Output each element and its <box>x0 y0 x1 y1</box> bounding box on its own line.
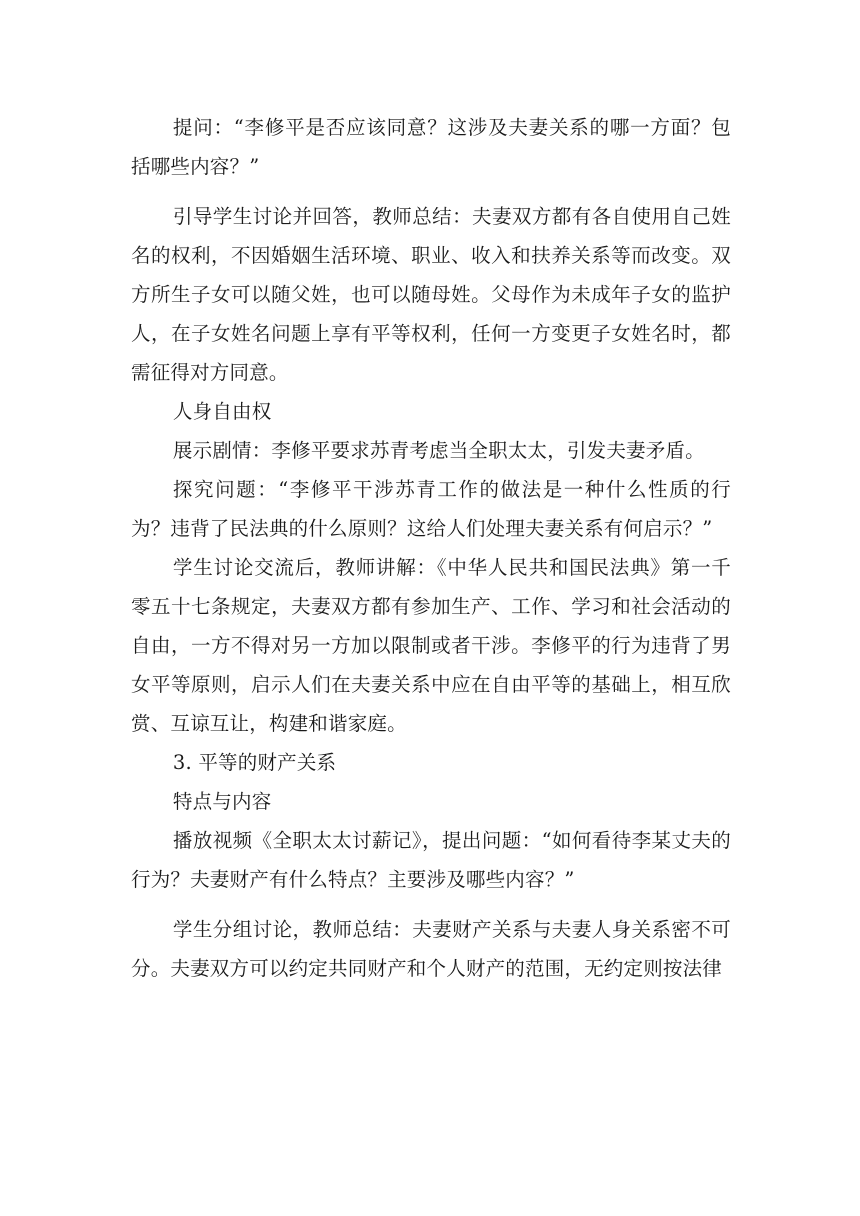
section-heading-personal-freedom: 人身自由权 <box>172 400 272 423</box>
inquiry-question-paragraph: 探究问题：“李修平干涉苏青工作的做法是一种什么性质的行为？违背了民法典的什么原则？这给人们处理夫妻关系有何启示？” <box>131 478 731 540</box>
question-paragraph: 提问：“李修平是否应该同意？这涉及夫妻关系的哪一方面？包括哪些内容？” <box>131 116 731 178</box>
teacher-summary-paragraph: 引导学生讨论并回答，教师总结：夫妻双方都有各自使用自己姓名的权利，不因婚姻生活环境、职业、收入和扶养关系等而改变。双方所生子女可以随父姓，也可以随母姓。父母作为未成年子女的监护人，在子女姓名问题上享有平等权利，任何一方变更子女姓名时，都需征得对方同意。 <box>131 205 731 384</box>
document-body <box>131 108 731 988</box>
video-question-paragraph: 播放视频《全职太太讨薪记》，提出问题：“如何看待李某丈夫的行为？夫妻财产有什么特点？主要涉及哪些内容？” <box>131 829 731 891</box>
group-discussion-paragraph: 学生分组讨论，教师总结：夫妻财产关系与夫妻人身关系密不可分。夫妻双方可以约定共同财产和个人财产的范围，无约定则按法律 <box>131 918 731 980</box>
subheading-features-content: 特点与内容 <box>172 790 272 813</box>
section-heading-property-relations: 3. 平等的财产关系 <box>172 751 337 774</box>
plot-display-paragraph: 展示剧情：李修平要求苏青考虑当全职太太，引发夫妻矛盾。 <box>172 439 705 462</box>
teacher-explanation-paragraph: 学生讨论交流后，教师讲解：《中华人民共和国民法典》第一千零五十七条规定，夫妻双方都有参加生产、工作、学习和社会活动的自由，一方不得对另一方加以限制或者干涉。李修平的行为违背了男女平等原则，启示人们在夫妻关系中应在自由平等的基础上，相互欣赏、互谅互让，构建和谐家庭。 <box>131 556 731 735</box>
